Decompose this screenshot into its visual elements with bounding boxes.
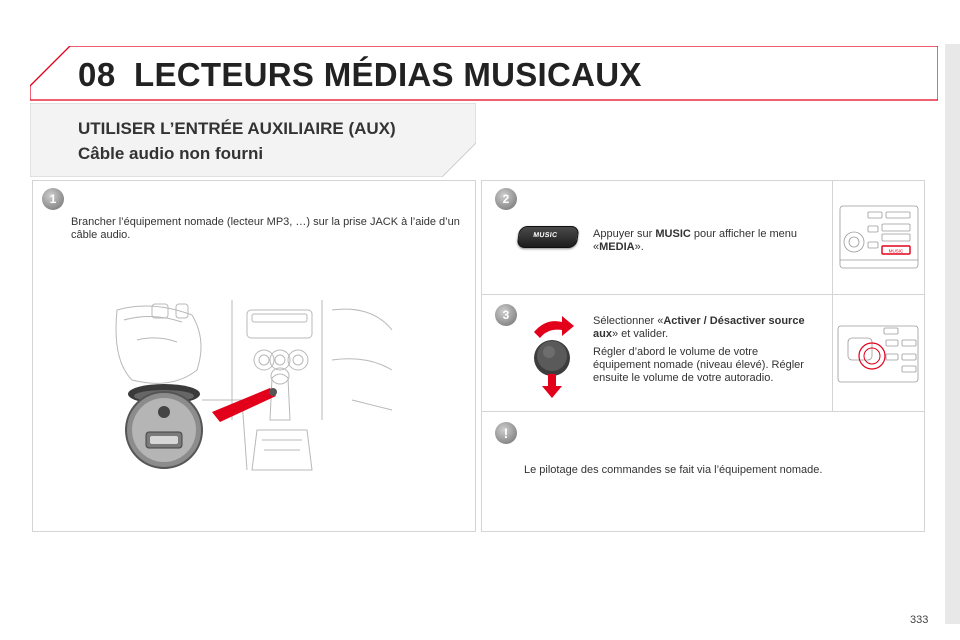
step2-text-bold: MUSIC — [655, 228, 691, 240]
divider — [481, 411, 925, 412]
note-text: Le pilotage des commandes se fait via l’équipement nomade. — [524, 464, 823, 476]
step1-badge: 1 — [42, 188, 64, 210]
step2-text-bold: MEDIA — [599, 241, 635, 253]
page-number: 333 — [910, 614, 929, 626]
svg-text:MUSIC: MUSIC — [888, 248, 904, 254]
step1-text: Brancher l’équipement nomade (lecteur MP3, …) sur la prise JACK à l’aide d’un câble audio. — [71, 216, 460, 241]
divider — [832, 180, 833, 411]
page-edge-strip — [945, 44, 960, 624]
step3-badge: 3 — [495, 304, 517, 326]
music-button-label: MUSIC — [532, 232, 558, 239]
step3-text-part: Sélectionner « — [593, 315, 664, 327]
step3-text-bold: Activer / Désactiver source aux — [593, 315, 805, 340]
step2-text — [593, 228, 803, 254]
radio-unit-music-illustration — [838, 204, 920, 270]
aux-jack-socket-icon — [118, 380, 210, 472]
rotary-knob-icon[interactable] — [524, 308, 580, 400]
divider — [481, 294, 925, 295]
step2-badge: 2 — [495, 188, 517, 210]
step3-text — [593, 315, 813, 341]
section-subtitle: Câble audio non fourni — [78, 144, 264, 163]
warning-icon: ! — [495, 422, 517, 444]
step3-volume-text: Régler d’abord le volume de votre équipement nomade (niveau élevé). Régler ensuite le volume de votre autoradio. — [593, 346, 804, 384]
step3-text-part: » et valider. — [611, 328, 669, 340]
step2-text-part: pour afficher le menu « — [593, 228, 798, 253]
section-header — [30, 103, 476, 177]
step2-text-part: ». — [634, 241, 644, 253]
music-button[interactable] — [516, 226, 579, 248]
step2-text-part: Appuyer sur — [593, 228, 656, 240]
section-title: UTILISER L’ENTRÉE AUXILIAIRE (AUX) — [78, 119, 396, 138]
chapter-number: 08 — [78, 56, 116, 93]
chapter-title: LECTEURS MÉDIAS MUSICAUX — [134, 56, 642, 93]
radio-unit-knob-illustration — [836, 324, 920, 384]
